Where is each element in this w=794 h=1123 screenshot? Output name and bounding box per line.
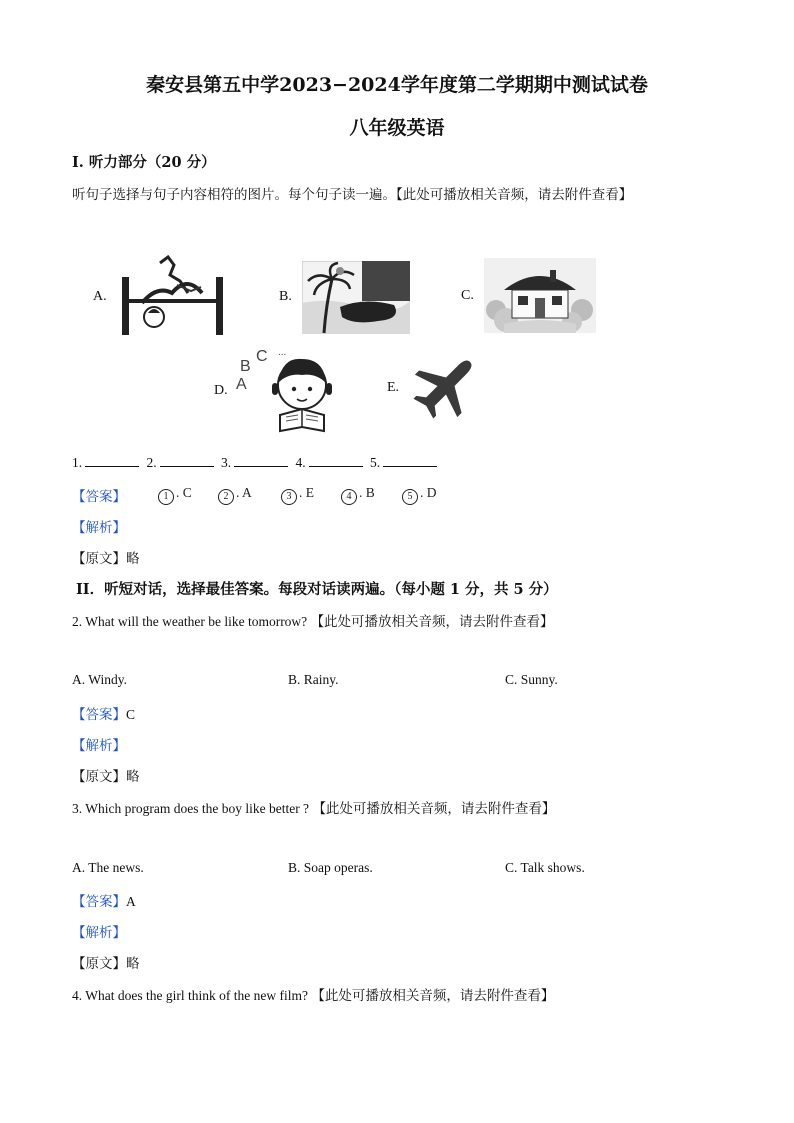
beach-palm-icon <box>302 261 410 334</box>
high-jump-icon <box>112 255 232 337</box>
house-icon <box>484 258 596 333</box>
blank-5[interactable] <box>383 456 437 467</box>
section1-instruction: 听句子选择与句子内容相符的图片。每个句子读一遍。【此处可播放相关音频，请去附件查看】 <box>72 187 633 203</box>
answer-blanks-row <box>72 455 441 471</box>
exam-title: 秦安县第五中学2023−2024学年度第二学期期中测试试卷 <box>146 74 648 96</box>
exam-subtitle: 八年级英语 <box>349 117 445 139</box>
blank-1[interactable] <box>85 456 139 467</box>
answer-item-5: 5 . D <box>402 485 437 505</box>
blank-label-2: 2. <box>146 455 157 470</box>
blank-label-5: 5. <box>370 455 381 470</box>
blank-2[interactable] <box>160 456 214 467</box>
answer-item-4: 4 . B <box>341 485 375 505</box>
airplane-icon <box>408 348 484 424</box>
answer-tag: 【答案】 <box>72 489 126 505</box>
section1-heading: I. 听力部分（20 分） <box>72 154 216 171</box>
q2-option-b: B. Rainy. <box>288 672 339 687</box>
blank-label-4: 4. <box>295 455 306 470</box>
blank-4[interactable] <box>309 456 363 467</box>
section2-heading: II．听短对话，选择最佳答案。每段对话读两遍。（每小题 1 分，共 5 分） <box>76 581 558 598</box>
svg-text:A: A <box>236 376 247 393</box>
question-2: 2. What will the weather be like tomorrow? 【此处可播放相关音频，请去附件查看】 <box>72 614 554 629</box>
answer-item-3: 3 . E <box>281 485 314 505</box>
answer-item-2: 2 . A <box>218 485 252 505</box>
q3-analysis-tag: 【解析】 <box>72 925 126 941</box>
q3-option-a: A. The news. <box>72 860 144 875</box>
picture-label-b: B. <box>279 289 292 304</box>
svg-text:...: ... <box>278 347 287 358</box>
q3-original: 【原文】略 <box>72 956 140 972</box>
question-4: 4. What does the girl think of the new film? 【此处可播放相关音频，请去附件查看】 <box>72 988 555 1003</box>
svg-text:C: C <box>256 348 268 365</box>
blank-label-1: 1. <box>72 455 83 470</box>
picture-label-d: D. <box>214 383 228 398</box>
q2-option-c: C. Sunny. <box>505 672 558 687</box>
q2-option-a: A. Windy. <box>72 672 127 687</box>
blank-3[interactable] <box>234 456 288 467</box>
q2-original: 【原文】略 <box>72 769 140 785</box>
girl-reading-icon <box>232 345 342 433</box>
q3-answer: 【答案】A <box>72 894 136 910</box>
q2-answer: 【答案】C <box>72 707 136 723</box>
q3-option-c: C. Talk shows. <box>505 860 585 875</box>
original-line: 【原文】略 <box>72 551 140 567</box>
blank-label-3: 3. <box>221 455 232 470</box>
picture-label-e: E. <box>387 380 400 395</box>
question-3: 3. Which program does the boy like better ? 【此处可播放相关音频，请去附件查看】 <box>72 801 556 816</box>
svg-text:B: B <box>240 358 251 375</box>
analysis-tag: 【解析】 <box>72 520 126 536</box>
picture-label-a: A. <box>93 289 107 304</box>
picture-label-c: C. <box>461 288 474 303</box>
q2-analysis-tag: 【解析】 <box>72 738 126 754</box>
answer-item-1: 1 . C <box>158 485 192 505</box>
q3-option-b: B. Soap operas. <box>288 860 373 875</box>
